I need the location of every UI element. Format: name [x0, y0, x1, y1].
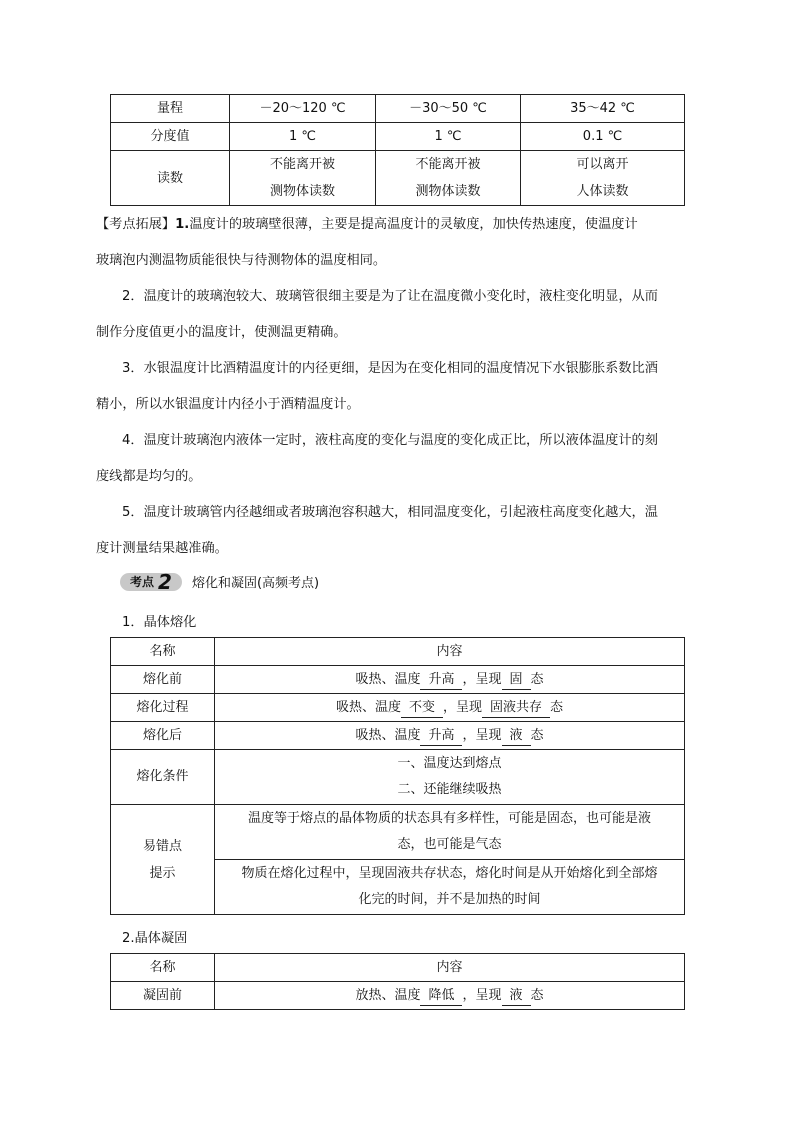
table-header-row [111, 638, 685, 666]
paragraph-1 [96, 207, 696, 243]
cell-text: 态 [530, 987, 544, 1003]
cell-line: 提示 [149, 865, 176, 881]
cell-text: ，呈现 [462, 671, 502, 687]
cell-text: ，呈现 [462, 727, 502, 743]
paragraph-number: 1. [175, 217, 190, 232]
fill-blank-answer: 升高 [420, 671, 462, 690]
fill-blank-answer: 液 [502, 727, 531, 746]
paragraph-text: 度线都是均匀的。 [96, 469, 202, 484]
paragraph-text: 度计测量结果越准确。 [96, 541, 228, 556]
table-cell: 0.1 ℃ [521, 123, 685, 151]
paragraph-4: 4．温度计玻璃泡内液体一定时，液柱高度的变化与温度的变化成正比，所以液体温度计的刻 [122, 433, 658, 448]
table-row [111, 666, 685, 694]
cell-line: 二、还能继续吸热 [397, 782, 502, 797]
paragraph-text: 温度计的玻璃壁很薄，主要是提高温度计的灵敏度，加快传热速度，使温度计 [189, 217, 638, 232]
row-name: 凝固前 [111, 982, 215, 1010]
cell-text: 吸热、温度 [335, 699, 401, 715]
column-header: 名称 [111, 954, 215, 982]
row-name: 熔化前 [111, 666, 215, 694]
table-cell [376, 151, 521, 206]
fill-blank-answer: 降低 [420, 987, 462, 1006]
cell-line: 化完的时间，并不是加热的时间 [358, 892, 541, 907]
table-cell: －20～120 ℃ [230, 95, 376, 123]
fill-blank-answer: 固 [502, 671, 531, 690]
cell-text: 态 [550, 699, 564, 715]
table-cell [215, 694, 685, 722]
paragraph-2: 2．温度计的玻璃泡较大、玻璃管很细主要是为了让在温度微小变化时，液柱变化明显，从而 [122, 289, 658, 304]
row-name: 熔化后 [111, 722, 215, 750]
fill-blank-answer: 升高 [420, 727, 462, 746]
cell-line: 易错点 [142, 838, 182, 854]
cell-text: ，呈现 [462, 987, 502, 1003]
solidify-table [110, 953, 685, 1010]
cell-line: 人体读数 [576, 184, 629, 199]
cell-line: 温度等于熔点的晶体物质的状态具有多样性，可能是固态，也可能是液 [247, 811, 651, 826]
paragraph-text: 玻璃泡内测温物质能很快与待测物体的温度相同。 [96, 253, 387, 268]
table-cell: 35～42 ℃ [521, 95, 685, 123]
table-cell [215, 982, 685, 1010]
table-row [111, 123, 685, 151]
table-row [111, 95, 685, 123]
table-cell [215, 860, 685, 915]
cell-line: 可以离开 [576, 157, 629, 172]
section-badge [120, 569, 182, 594]
cell-line: 态，也可能是气态 [397, 837, 502, 852]
table-cell: 1 ℃ [230, 123, 376, 151]
table-cell: 1 ℃ [376, 123, 521, 151]
fill-blank-answer: 不变 [401, 699, 443, 718]
cell-text: 态 [530, 671, 544, 687]
table-cell [215, 805, 685, 860]
badge-text: 考点 [130, 575, 155, 589]
section-heading [120, 569, 320, 594]
table-header-row [111, 954, 685, 982]
paragraph-text: 精小，所以水银温度计内径小于酒精温度计。 [96, 397, 360, 412]
table-cell: 分度值 [111, 123, 230, 151]
cell-text: 放热、温度 [355, 987, 421, 1003]
fill-blank-answer: 液 [502, 987, 531, 1006]
subheading-solidify: 2.晶体凝固 [122, 931, 188, 946]
column-header: 名称 [111, 638, 215, 666]
fill-blank-answer: 固液共存 [482, 699, 550, 718]
cell-line: 一、温度达到熔点 [397, 756, 502, 771]
cell-line: 不能离开被 [415, 157, 481, 172]
table-cell [215, 722, 685, 750]
melting-table [110, 637, 685, 915]
table-cell [230, 151, 376, 206]
section-title: 熔化和凝固(高频考点) [191, 576, 320, 591]
cell-line: 不能离开被 [269, 157, 335, 172]
table-row [111, 805, 685, 860]
subheading-melting: 1．晶体熔化 [122, 615, 197, 630]
table-row [111, 694, 685, 722]
table-cell [215, 666, 685, 694]
table-row [111, 151, 685, 206]
badge-number: 2 [158, 569, 172, 594]
extension-paragraphs [96, 207, 696, 567]
table-row [111, 982, 685, 1010]
thermometer-table [110, 94, 685, 206]
paragraph-text: 制作分度值更小的温度计，使测温更精确。 [96, 325, 347, 340]
cell-text: ，呈现 [442, 699, 482, 715]
column-header: 内容 [215, 638, 685, 666]
row-name: 熔化条件 [111, 750, 215, 805]
cell-line: 物质在熔化过程中，呈现固液共存状态，熔化时间是从开始熔化到全部熔 [241, 866, 658, 881]
table-cell: 读数 [111, 151, 230, 206]
cell-line: 测物体读数 [415, 184, 481, 199]
paragraph-5: 5．温度计玻璃管内径越细或者玻璃泡容积越大，相同温度变化，引起液柱高度变化越大，温 [122, 505, 658, 520]
table-row [111, 722, 685, 750]
row-name: 熔化过程 [111, 694, 215, 722]
table-cell [215, 750, 685, 805]
row-name [111, 805, 215, 915]
extension-lead: 【考点拓展】 [96, 217, 176, 232]
table-row [111, 750, 685, 805]
table-cell [521, 151, 685, 206]
column-header: 内容 [215, 954, 685, 982]
cell-text: 吸热、温度 [355, 727, 421, 743]
table-cell: 量程 [111, 95, 230, 123]
table-cell: －30～50 ℃ [376, 95, 521, 123]
cell-text: 态 [530, 727, 544, 743]
cell-line: 测物体读数 [269, 184, 335, 199]
cell-text: 吸热、温度 [355, 671, 421, 687]
paragraph-3: 3．水银温度计比酒精温度计的内径更细，是因为在变化相同的温度情况下水银膨胀系数比酒 [122, 361, 658, 376]
